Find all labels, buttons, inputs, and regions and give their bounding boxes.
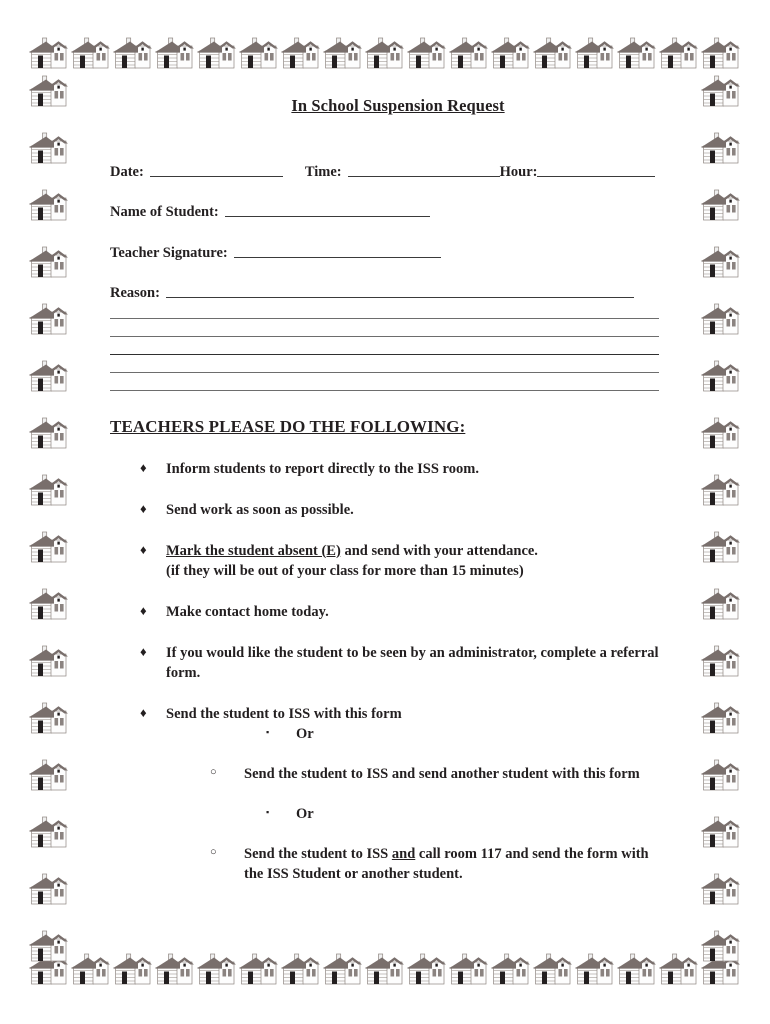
list-item-label: Send the student to ISS with this form xyxy=(166,705,402,722)
house-icon xyxy=(700,927,742,965)
house-icon xyxy=(28,186,70,224)
list-item xyxy=(140,500,666,520)
option-label-part2: call room 117 and send the form with the ISS Student or another student. xyxy=(244,845,649,882)
house-icon xyxy=(28,699,70,737)
house-icon xyxy=(700,642,742,680)
border-top-row xyxy=(28,34,742,72)
options-list-2 xyxy=(166,844,666,884)
reason-blank-lines xyxy=(110,318,666,391)
teacher-signature-label: Teacher Signature: xyxy=(110,244,228,261)
reason-blank-line[interactable] xyxy=(110,372,659,373)
reason-blank-line[interactable] xyxy=(110,390,659,391)
house-icon xyxy=(28,129,70,167)
house-icon xyxy=(574,34,616,72)
list-item-underlined-label: Mark the student absent (E) xyxy=(166,542,341,559)
house-icon xyxy=(28,756,70,794)
house-icon xyxy=(658,34,700,72)
house-icon xyxy=(532,950,574,988)
house-icon xyxy=(28,34,70,72)
house-icon xyxy=(28,642,70,680)
house-icon xyxy=(70,950,112,988)
list-item-label: and send with your attendance. xyxy=(340,542,538,559)
list-item-label: If you would like the student to be seen by an administrator, complete a referral form. xyxy=(166,644,659,681)
house-icon xyxy=(322,950,364,988)
house-icon xyxy=(448,950,490,988)
house-icon xyxy=(322,34,364,72)
square-bullet-icon: ▪ xyxy=(266,806,270,817)
house-icon xyxy=(700,756,742,794)
house-icon xyxy=(364,34,406,72)
reason-blank-line[interactable] xyxy=(110,336,659,337)
house-icon xyxy=(700,34,742,72)
house-icon xyxy=(448,34,490,72)
house-icon xyxy=(700,414,742,452)
field-row-name-of-student xyxy=(110,202,666,220)
list-item-note: (if they will be out of your class for more than 15 minutes) xyxy=(166,562,524,579)
options-list xyxy=(166,764,666,784)
house-icon xyxy=(28,72,70,110)
house-icon xyxy=(616,34,658,72)
list-item xyxy=(140,602,666,622)
field-row-teacher-signature xyxy=(110,243,666,261)
house-icon xyxy=(28,870,70,908)
house-icon xyxy=(28,357,70,395)
border-right-column xyxy=(700,72,742,984)
house-icon xyxy=(364,950,406,988)
list-item xyxy=(140,704,666,884)
option-label-underlined: and xyxy=(391,845,416,862)
house-icon xyxy=(616,950,658,988)
diamond-bullet-icon: ♦ xyxy=(140,459,147,475)
house-icon xyxy=(154,950,196,988)
list-item xyxy=(140,643,666,683)
or-list-2 xyxy=(166,804,666,824)
house-icon xyxy=(700,699,742,737)
house-icon xyxy=(532,34,574,72)
list-item-label: Make contact home today. xyxy=(166,603,329,620)
name-of-student-input-blank[interactable] xyxy=(225,202,430,217)
house-icon xyxy=(70,34,112,72)
circle-bullet-icon: ○ xyxy=(210,845,217,858)
list-item xyxy=(266,804,666,824)
teacher-signature-input-blank[interactable] xyxy=(234,243,441,258)
house-icon xyxy=(406,950,448,988)
house-icon xyxy=(28,243,70,281)
reason-blank-line[interactable] xyxy=(110,318,659,319)
house-icon xyxy=(700,357,742,395)
house-icon xyxy=(280,950,322,988)
house-icon xyxy=(28,300,70,338)
diamond-bullet-icon: ♦ xyxy=(140,500,147,516)
house-icon xyxy=(700,813,742,851)
house-icon xyxy=(406,34,448,72)
date-label: Date: xyxy=(110,163,144,180)
house-icon xyxy=(700,870,742,908)
house-icon xyxy=(490,34,532,72)
hour-input-blank[interactable] xyxy=(537,162,655,177)
house-icon xyxy=(28,813,70,851)
house-icon xyxy=(700,585,742,623)
house-icon xyxy=(700,129,742,167)
reason-input-blank[interactable] xyxy=(166,283,634,298)
diamond-bullet-icon: ♦ xyxy=(140,602,147,618)
circle-bullet-icon: ○ xyxy=(210,765,217,778)
house-icon xyxy=(28,414,70,452)
name-of-student-label: Name of Student: xyxy=(110,204,219,221)
field-row-reason xyxy=(110,283,666,301)
field-row-date-time-hour xyxy=(110,162,666,180)
house-icon xyxy=(574,950,616,988)
list-item xyxy=(140,459,666,479)
list-item xyxy=(140,541,666,581)
list-item-label: Send work as soon as possible. xyxy=(166,501,354,518)
hour-label: Hour: xyxy=(499,163,538,180)
diamond-bullet-icon: ♦ xyxy=(140,704,147,720)
option-label-part1: Send the student to ISS xyxy=(244,845,392,862)
house-icon xyxy=(658,950,700,988)
document-content xyxy=(110,96,666,905)
house-icon xyxy=(700,471,742,509)
diamond-bullet-icon: ♦ xyxy=(140,643,147,659)
house-icon xyxy=(238,34,280,72)
border-left-column xyxy=(28,72,70,984)
house-icon xyxy=(700,528,742,566)
house-icon xyxy=(28,471,70,509)
house-icon xyxy=(112,950,154,988)
reason-label: Reason: xyxy=(110,285,160,302)
or-list-1 xyxy=(166,724,666,744)
square-bullet-icon: ▪ xyxy=(266,726,270,737)
page-title: In School Suspension Request xyxy=(291,96,505,115)
house-icon xyxy=(700,72,742,110)
house-icon xyxy=(28,927,70,965)
date-input-blank[interactable] xyxy=(150,162,283,177)
list-item-label: Inform students to report directly to the ISS room. xyxy=(166,460,479,477)
diamond-bullet-icon: ♦ xyxy=(140,541,147,557)
house-icon xyxy=(28,585,70,623)
section-heading: TEACHERS PLEASE DO THE FOLLOWING: xyxy=(110,416,466,436)
house-icon xyxy=(154,34,196,72)
house-icon xyxy=(700,186,742,224)
house-icon xyxy=(490,950,532,988)
house-icon xyxy=(112,34,154,72)
house-icon xyxy=(280,34,322,72)
house-icon xyxy=(196,34,238,72)
instructions-list xyxy=(110,459,666,884)
house-icon xyxy=(238,950,280,988)
or-label: Or xyxy=(296,725,314,742)
house-icon xyxy=(700,243,742,281)
time-input-blank[interactable] xyxy=(348,162,500,177)
option-label: Send the student to ISS and send another student with this form xyxy=(244,765,640,782)
or-label: Or xyxy=(296,805,314,822)
border-bottom-row xyxy=(28,950,742,988)
list-item xyxy=(210,764,666,784)
house-icon xyxy=(28,528,70,566)
list-item xyxy=(210,844,666,884)
house-icon xyxy=(700,300,742,338)
list-item xyxy=(266,724,666,744)
time-label: Time: xyxy=(304,163,342,180)
reason-blank-line[interactable] xyxy=(110,354,659,355)
house-icon xyxy=(196,950,238,988)
